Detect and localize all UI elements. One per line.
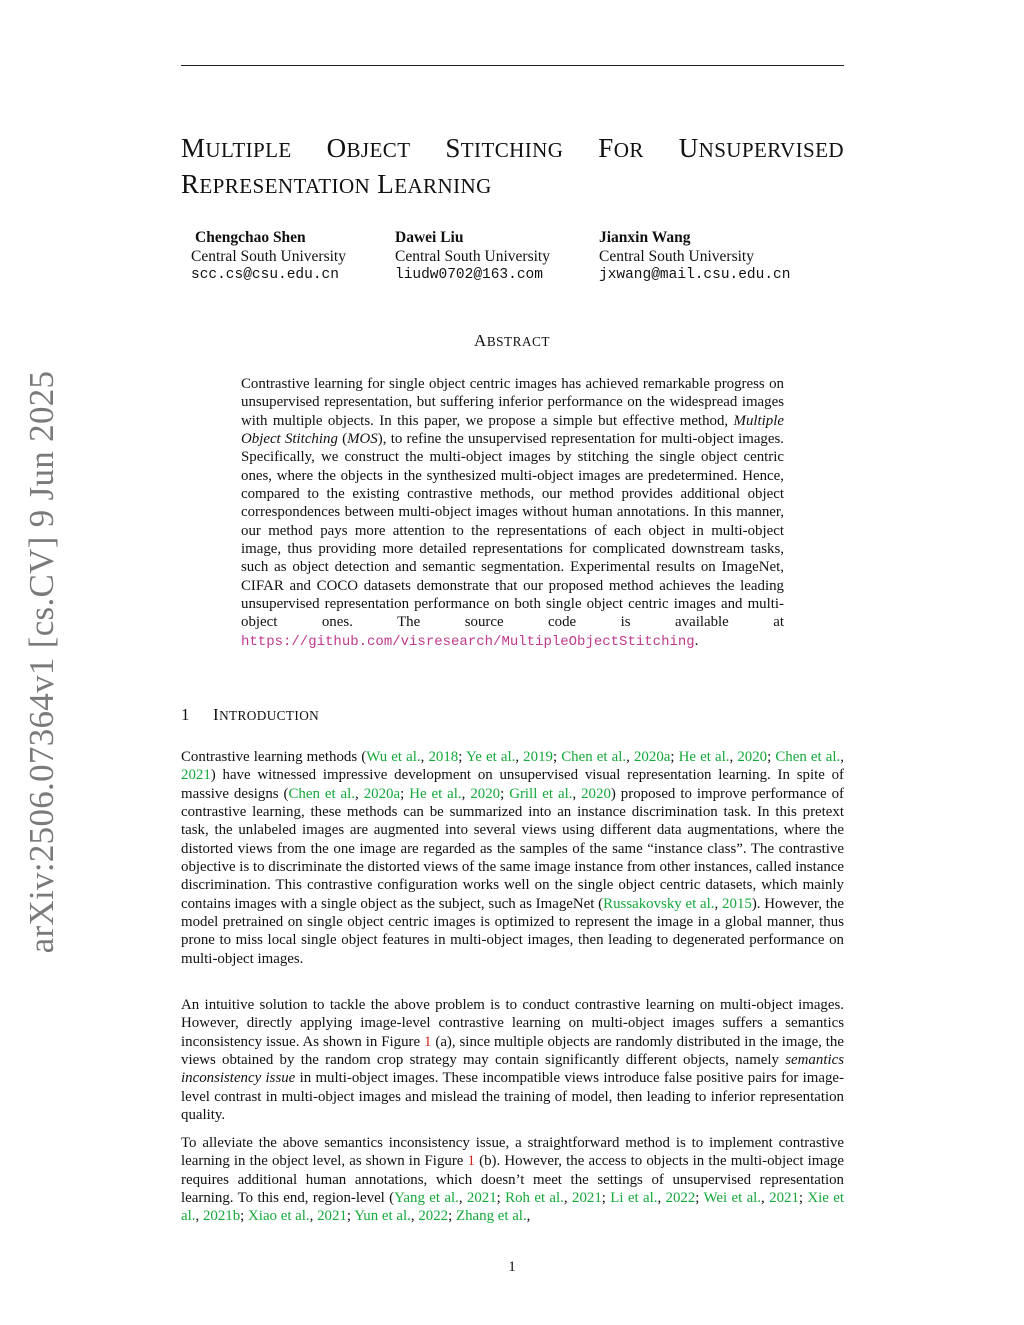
- page-number: 1: [508, 1259, 516, 1275]
- para-text: ;: [496, 1190, 506, 1207]
- citation-link[interactable]: He et al.: [409, 785, 462, 802]
- method-acronym: MOS: [347, 431, 378, 448]
- para-text: ,: [657, 1190, 666, 1207]
- author-email[interactable]: jxwang@mail.csu.edu.cn: [599, 267, 791, 283]
- paper-title: [181, 131, 844, 203]
- citation-year-link[interactable]: 2021: [769, 1190, 799, 1207]
- abstract-text: .: [694, 632, 699, 649]
- citation-link[interactable]: Grill et al.: [509, 785, 573, 802]
- para-text: ,: [626, 749, 634, 765]
- para-text: ,: [309, 1208, 318, 1225]
- citation-year-link[interactable]: 2021: [181, 767, 211, 784]
- para-text: ;: [601, 1190, 611, 1207]
- figure-ref-link[interactable]: 1: [467, 1153, 475, 1170]
- citation-year-link[interactable]: 2020: [581, 785, 611, 802]
- para-text: ,: [515, 749, 524, 765]
- citation-link[interactable]: Wu et al.: [366, 749, 421, 765]
- para-text: ;: [500, 785, 510, 802]
- citation-link[interactable]: Xie et al.: [181, 1190, 845, 1225]
- intro-paragraph-2: [181, 996, 844, 1124]
- para-text: ,: [461, 785, 471, 802]
- para-text: ,: [840, 749, 845, 765]
- para-text: ,: [572, 785, 582, 802]
- para-text: Contrastive learning methods (: [181, 749, 367, 765]
- citation-year-link[interactable]: 2021b: [202, 1208, 241, 1225]
- para-text: ;: [400, 785, 410, 802]
- para-text: ,: [563, 1190, 572, 1207]
- author-email[interactable]: scc.cs@csu.edu.cn: [191, 267, 339, 283]
- figure-ref-link[interactable]: 1: [424, 1033, 432, 1050]
- citation-year-link[interactable]: 2021: [466, 1190, 497, 1207]
- para-text: ;: [240, 1208, 249, 1225]
- para-text: ,: [761, 1190, 770, 1207]
- citation-link[interactable]: Li et al.: [610, 1190, 658, 1207]
- abstract-heading: [0, 331, 1024, 351]
- citation-link[interactable]: Yang et al.: [394, 1190, 459, 1207]
- section-heading-introduction: [181, 705, 319, 725]
- citation-link[interactable]: Roh et al.: [505, 1190, 564, 1207]
- emphasis-text: semantics inconsistency issue: [181, 1052, 844, 1087]
- para-text: ,: [458, 1190, 467, 1207]
- header-rule: [181, 65, 844, 66]
- citation-link[interactable]: He et al.: [678, 749, 730, 765]
- citation-year-link[interactable]: 2020a: [633, 749, 671, 765]
- citation-year-link[interactable]: 2022: [418, 1208, 449, 1225]
- citation-link[interactable]: Chen et al.: [775, 749, 841, 765]
- section-title: INTRODUCTION: [213, 705, 320, 724]
- arxiv-id: arXiv:2506.07364v1 [cs.CV] 9 Jun 2025: [22, 370, 61, 954]
- citation-link[interactable]: Ye et al.: [465, 749, 516, 765]
- para-text: ,: [420, 749, 429, 765]
- abstract-body: [241, 375, 784, 651]
- intro-paragraph-1: [181, 748, 844, 968]
- title-word: UNSUPERVISED: [678, 133, 844, 163]
- para-text: ). However, the model pretrained on single object centric images is optimized to represent the image in a global manner, thus prone to miss local single object features in multi-object images, then leading to degenerated performance on multi-object images.: [181, 895, 844, 967]
- author-name: Dawei Liu: [395, 229, 464, 246]
- para-text: ,: [410, 1208, 419, 1225]
- title-word: MULTIPLE: [181, 133, 292, 163]
- citation-year-link[interactable]: 2021: [317, 1208, 347, 1225]
- para-text: (b). However, the access to objects in the multi-object image requires additional human annotations, which doesn’t meet the settings of unsupervised representation learning. To this end, region-level (: [181, 1153, 844, 1207]
- author-name: Jianxin Wang: [599, 229, 691, 246]
- para-text: in multi-object images. These incompatible views introduce false positive pairs for image-level contrast in multi-object images and mislead the training of model, then leading to inferior representation quality.: [181, 1070, 844, 1124]
- citation-link[interactable]: Wei et al.: [703, 1190, 762, 1207]
- citation-year-link[interactable]: 2019: [523, 749, 553, 765]
- title-word: OBJECT: [326, 133, 411, 163]
- author-affiliation: Central South University: [191, 248, 346, 265]
- citation-year-link[interactable]: 2020a: [363, 785, 401, 802]
- citation-link[interactable]: Russakovsky et al.: [603, 895, 715, 912]
- citation-link[interactable]: Chen et al.: [561, 749, 627, 765]
- para-text: ) have witnessed impressive development on unsupervised visual representation learning. In spite of massive designs (: [181, 767, 844, 802]
- para-text: ,: [526, 1208, 531, 1225]
- author-block: [395, 228, 550, 285]
- citation-year-link[interactable]: 2022: [665, 1190, 696, 1207]
- author-block: [191, 228, 346, 285]
- code-url-link[interactable]: https://github.com/visresearch/MultipleObjectStitching: [241, 633, 695, 650]
- author-affiliation: Central South University: [599, 248, 754, 265]
- para-text: (a), since multiple objects are randomly distributed in the image, the views obtained by the random crop strategy may contain significantly different objects, namely: [181, 1033, 844, 1069]
- title-word: STITCHING: [445, 133, 564, 163]
- title-line-2: [181, 167, 844, 203]
- section-number: 1: [181, 705, 190, 724]
- para-text: ;: [798, 1190, 808, 1207]
- para-text: ;: [458, 749, 466, 765]
- author-block: [599, 228, 790, 285]
- citation-year-link[interactable]: 2018: [428, 749, 459, 765]
- para-text: ;: [448, 1208, 456, 1225]
- para-text: ;: [767, 749, 776, 765]
- abstract-text: Contrastive learning for single object centric images has achieved remarkable progress on unsupervised representation, but suffering inferior performance on the widespread images with multiple objects. In this paper, we propose a simple but effective method,: [241, 376, 784, 429]
- title-word: REPRESENTATION: [181, 169, 371, 199]
- intro-paragraph-3: [181, 1134, 844, 1226]
- para-text: An intuitive solution to tackle the above problem is to conduct contrastive learning on multi-object images. However, directly applying image-level contrastive learning on multi-object images suffers a semantics inconsistency issue. As shown in Figure: [181, 997, 844, 1050]
- author-name: Chengchao Shen: [195, 229, 306, 246]
- citation-link[interactable]: Xiao et al.: [248, 1208, 310, 1225]
- citation-link[interactable]: Yun et al.: [354, 1208, 411, 1225]
- citation-year-link[interactable]: 2021: [572, 1190, 602, 1207]
- para-text: To alleviate the above semantics inconsistency issue, a straightforward method is to implement contrastive learning in the object level, as shown in Figure: [181, 1135, 844, 1170]
- para-text: ,: [195, 1208, 203, 1225]
- citation-link[interactable]: Zhang et al.: [455, 1208, 527, 1225]
- method-name: Multiple Object Stitching: [241, 412, 784, 448]
- abstract-heading-text: ABSTRACT: [474, 331, 550, 350]
- citation-year-link[interactable]: 2020: [470, 785, 501, 802]
- para-text: ,: [729, 749, 738, 765]
- para-text: ;: [552, 749, 562, 765]
- para-text: ,: [714, 895, 723, 912]
- title-word: LEARNING: [377, 169, 492, 199]
- para-text: ) proposed to improve performance of contrastive learning, these methods can be summarized into an instance discrimination task. In this pretext task, the unlabeled images are augmented into several views using different data augmentations, where the distorted views from the one image are regarded as the samples of the same “instance class”. The contrastive objective is to discriminate the distorted views of the same image instance from other instances, called instance discrimination. This contrastive configuration works well on the single object centric datasets, which mainly contains images with a single object as the subject, such as ImageNet (: [181, 785, 844, 912]
- citation-link[interactable]: Chen et al.: [288, 785, 356, 802]
- title-line-1: [181, 131, 844, 167]
- abstract-text: ), to refine the unsupervised representation for multi-object images. Specifically, we construct the multi-object images by stitching the single object centric ones, where the objects in the synthesized multi-object images are predetermined. Hence, compared to the existing contrastive methods, our method provides additional object correspondences between multi-object images without human annotations. In this manner, our method pays more attention to the representations of each object in multi-object image, thus providing more detailed representations for complicated downstream tasks, such as object detection and semantic segmentation. Experimental results on ImageNet, CIFAR and COCO datasets demonstrate that our proposed method achieves the leading unsupervised representation performance on both single object centric images and multi-object ones. The source code is available at: [241, 431, 785, 631]
- abstract-text: (: [337, 431, 348, 448]
- citation-year-link[interactable]: 2015: [722, 895, 752, 912]
- para-text: ;: [346, 1208, 355, 1225]
- title-word: FOR: [598, 133, 644, 163]
- author-email[interactable]: liudw0702@163.com: [395, 267, 543, 283]
- para-text: ;: [670, 749, 679, 765]
- para-text: ,: [355, 785, 364, 802]
- author-affiliation: Central South University: [395, 248, 550, 265]
- citation-year-link[interactable]: 2020: [737, 749, 768, 765]
- para-text: ;: [695, 1190, 704, 1207]
